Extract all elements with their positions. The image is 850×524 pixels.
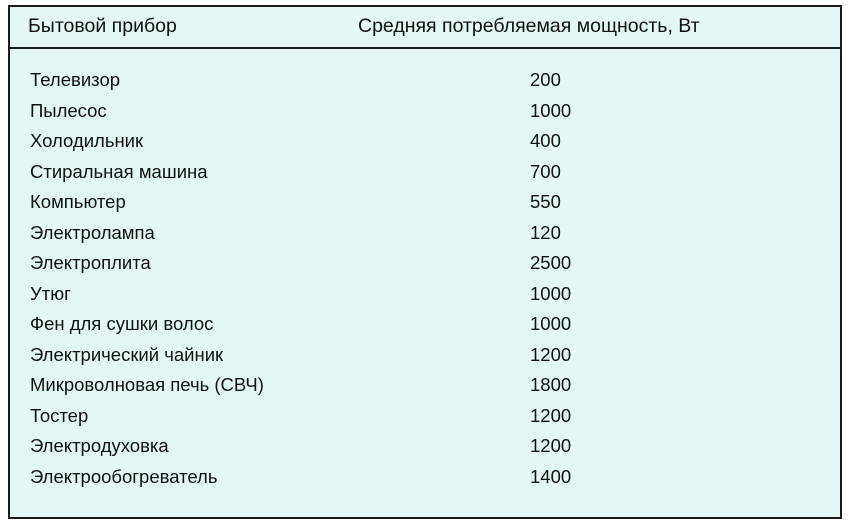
cell-device-power: 1200 bbox=[530, 343, 572, 365]
cell-device-power: 1000 bbox=[530, 99, 572, 121]
cell-device-name: Фен для сушки волос bbox=[30, 313, 214, 334]
table-row bbox=[10, 374, 840, 405]
cell-device-name: Электролампа bbox=[30, 221, 155, 243]
table-row bbox=[10, 405, 840, 436]
table-row bbox=[10, 283, 840, 314]
cell-device-power: 1800 bbox=[530, 374, 572, 395]
column-header-power: Средняя потребляемая мощность, Вт bbox=[358, 15, 700, 37]
cell-device-power: 1200 bbox=[530, 435, 572, 456]
table-row bbox=[10, 344, 840, 375]
cell-device-name: Электрический чайник bbox=[30, 343, 224, 365]
column-header-device: Бытовой прибор bbox=[28, 15, 177, 37]
cell-device-power: 120 bbox=[530, 221, 561, 243]
cell-device-power: 1200 bbox=[530, 404, 572, 426]
cell-device-power: 400 bbox=[530, 130, 561, 151]
cell-device-name: Тостер bbox=[30, 404, 89, 426]
table-row bbox=[10, 130, 840, 161]
cell-device-name: Телевизор bbox=[30, 69, 121, 90]
table-row bbox=[10, 466, 840, 497]
cell-device-power: 1000 bbox=[530, 282, 572, 304]
table-row bbox=[10, 100, 840, 131]
cell-device-power: 550 bbox=[530, 191, 561, 212]
cell-device-power: 700 bbox=[530, 160, 561, 182]
table-header-row bbox=[10, 7, 840, 49]
cell-device-power: 200 bbox=[530, 69, 561, 90]
table-row bbox=[10, 191, 840, 222]
cell-device-name: Электродуховка bbox=[30, 435, 169, 456]
cell-device-name: Компьютер bbox=[30, 191, 126, 212]
cell-device-name: Холодильник bbox=[30, 130, 144, 151]
cell-device-name: Стиральная машина bbox=[30, 160, 208, 182]
table-row bbox=[10, 435, 840, 466]
cell-device-name: Утюг bbox=[30, 282, 71, 304]
table-body bbox=[10, 49, 840, 496]
table-row bbox=[10, 222, 840, 253]
cell-device-power: 1400 bbox=[530, 465, 572, 487]
cell-device-power: 2500 bbox=[530, 252, 572, 273]
table-row bbox=[10, 161, 840, 192]
table-row bbox=[10, 69, 840, 100]
cell-device-name: Микроволновая печь (СВЧ) bbox=[30, 374, 264, 395]
appliance-power-table bbox=[8, 5, 842, 519]
cell-device-power: 1000 bbox=[530, 313, 572, 334]
cell-device-name: Электрообогреватель bbox=[30, 465, 218, 487]
cell-device-name: Пылесос bbox=[30, 99, 107, 121]
cell-device-name: Электроплита bbox=[30, 252, 151, 273]
table-row bbox=[10, 252, 840, 283]
table-row bbox=[10, 313, 840, 344]
